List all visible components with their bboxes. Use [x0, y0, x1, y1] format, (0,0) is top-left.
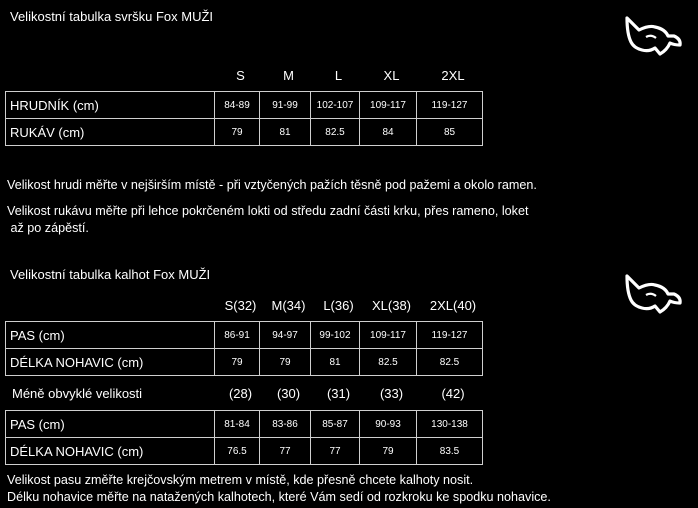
size-header: M(34) [271, 298, 306, 313]
table-row [6, 411, 483, 438]
table-cell: 84-89 [215, 92, 260, 119]
size-header: 2XL(40) [429, 298, 477, 313]
table-row [6, 349, 483, 376]
size-header: (33) [379, 386, 404, 401]
table-cell: 81 [311, 349, 360, 376]
table-row [6, 119, 483, 146]
waist-measure-note: Velikost pasu změřte krejčovským metrem v místě, kde přesně chcete kalhoty nosit. [7, 473, 474, 487]
size-header: (28) [228, 386, 253, 401]
table-cell: 84 [360, 119, 417, 146]
tops-title: Velikostní tabulka svršku Fox MUŽI [10, 9, 214, 24]
row-label: PAS (cm) [6, 322, 215, 349]
leg-length-note: Délku nohavice měřte na natažených kalhotech, které Vám sedí od rozkroku ke spodku nohavice. [7, 490, 551, 504]
table-cell: 130-138 [417, 411, 483, 438]
size-header: (30) [276, 386, 301, 401]
table-cell: 85-87 [311, 411, 360, 438]
row-label: DÉLKA NOHAVIC (cm) [6, 438, 215, 465]
table-row [6, 322, 483, 349]
table-cell: 81 [260, 119, 311, 146]
table-cell: 82.5 [360, 349, 417, 376]
table-cell: 82.5 [417, 349, 483, 376]
row-label: HRUDNÍK (cm) [6, 92, 215, 119]
table-cell: 79 [215, 119, 260, 146]
table-cell: 99-102 [311, 322, 360, 349]
size-header: M [283, 68, 294, 83]
table-cell: 85 [417, 119, 483, 146]
table-cell: 94-97 [260, 322, 311, 349]
table-row [6, 92, 483, 119]
table-cell: 91-99 [260, 92, 311, 119]
table-cell: 82.5 [311, 119, 360, 146]
table-cell: 119-127 [417, 92, 483, 119]
table-row [6, 438, 483, 465]
size-header: S [236, 68, 245, 83]
table-cell: 79 [260, 349, 311, 376]
table-cell: 90-93 [360, 411, 417, 438]
table-cell: 119-127 [417, 322, 483, 349]
size-header: (42) [441, 386, 465, 401]
table-cell: 83-86 [260, 411, 311, 438]
table-cell: 83.5 [417, 438, 483, 465]
size-header: S(32) [224, 298, 257, 313]
table-cell: 86-91 [215, 322, 260, 349]
sleeve-measure-note: Velikost rukávu měřte při lehce pokrčeném lokti od středu zadní části krku, přes rameno, loket [7, 204, 529, 218]
row-label: PAS (cm) [6, 411, 215, 438]
row-label: RUKÁV (cm) [6, 119, 215, 146]
pants-size-table [5, 321, 483, 376]
table-cell: 79 [215, 349, 260, 376]
table-cell: 77 [311, 438, 360, 465]
size-header: L(36) [323, 298, 354, 313]
size-header: XL(38) [371, 298, 412, 313]
table-cell: 76.5 [215, 438, 260, 465]
size-header: XL [383, 68, 400, 83]
chest-measure-note: Velikost hrudi měřte v nejširším místě - při vztyčených pažích těsně pod pažemi a okolo ramen. [7, 178, 537, 192]
table-cell: 109-117 [360, 92, 417, 119]
table-cell: 109-117 [360, 322, 417, 349]
tops-size-table [5, 91, 483, 146]
uncommon-sizes-label: Méně obvyklé velikosti [12, 386, 143, 401]
pants-title: Velikostní tabulka kalhot Fox MUŽI [10, 267, 211, 282]
table-cell: 79 [360, 438, 417, 465]
fox-head-logo-icon [622, 270, 684, 318]
table-cell: 102-107 [311, 92, 360, 119]
fox-head-logo-icon [622, 12, 684, 60]
size-header: 2XL [441, 68, 465, 83]
table-cell: 81-84 [215, 411, 260, 438]
sleeve-measure-note-cont: až po zápěstí. [7, 221, 89, 235]
table-cell: 77 [260, 438, 311, 465]
size-header: L [334, 68, 343, 83]
uncommon-size-table [5, 410, 483, 465]
size-header: (31) [326, 386, 351, 401]
row-label: DÉLKA NOHAVIC (cm) [6, 349, 215, 376]
